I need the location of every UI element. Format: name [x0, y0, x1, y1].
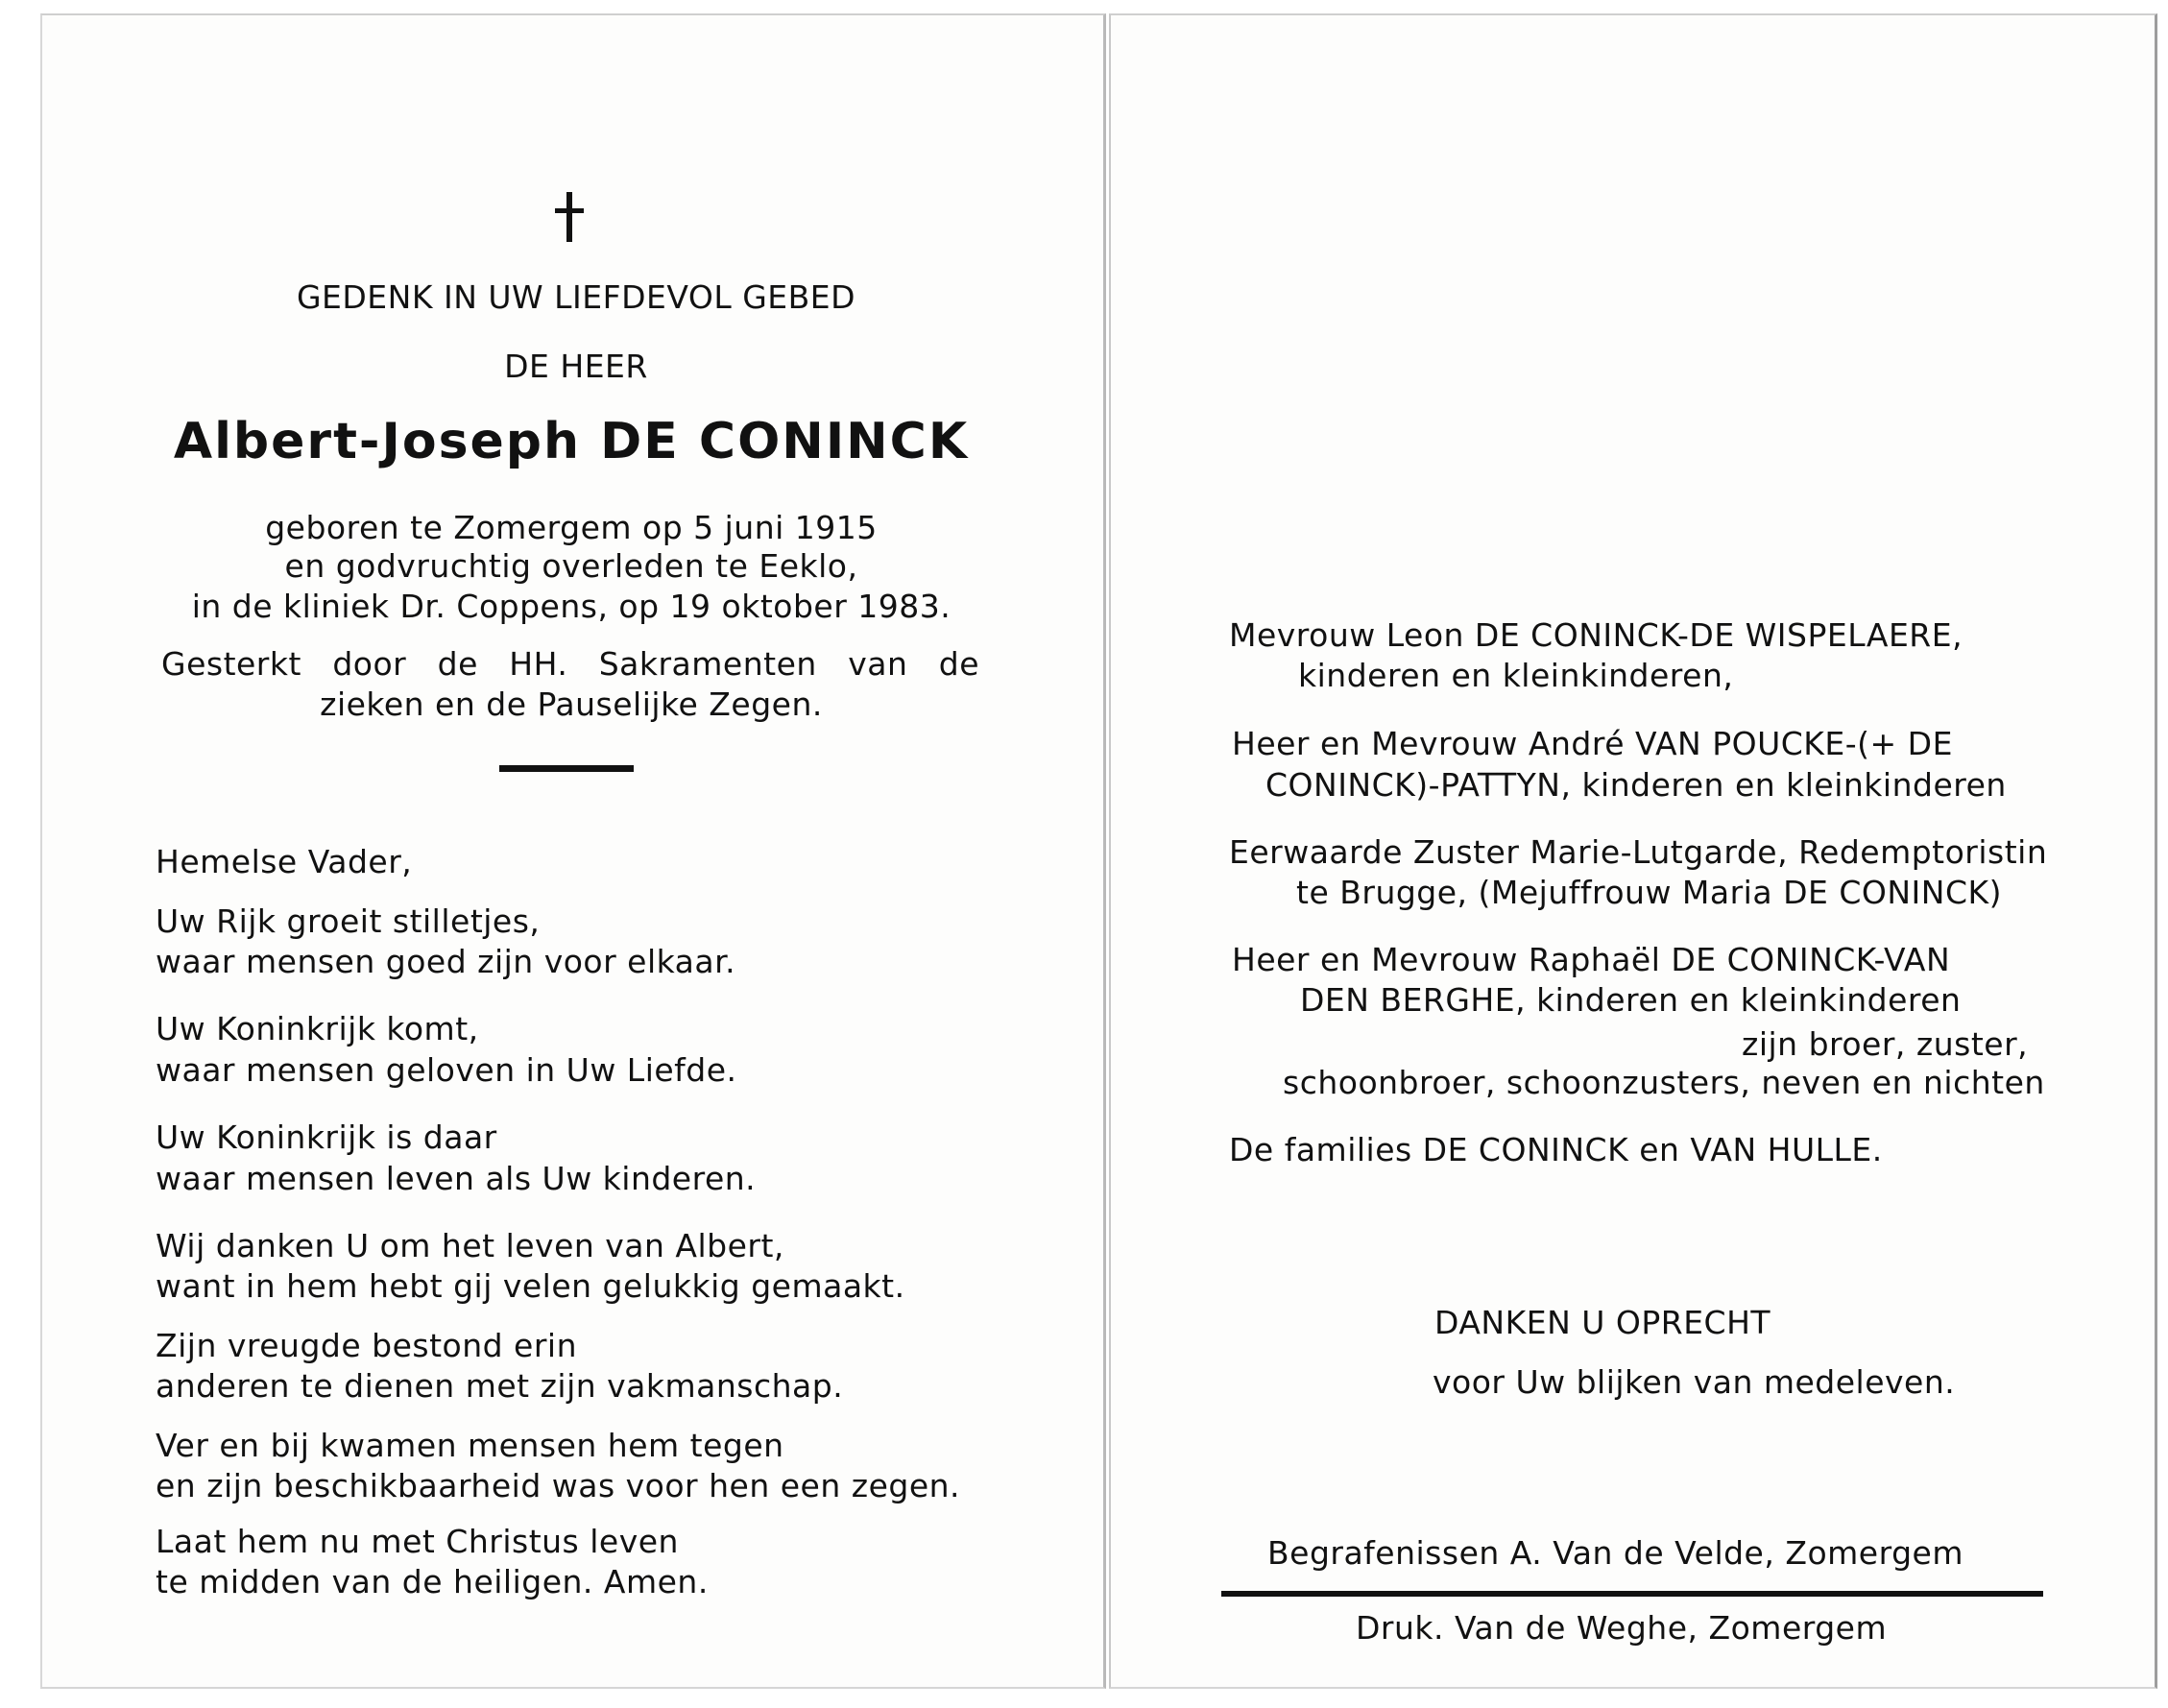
thanks-title: DANKEN U OPRECHT	[1434, 1304, 1771, 1341]
undertaker-line: Begrafenissen A. Van de Velde, Zomergem	[1267, 1534, 1963, 1572]
prayer-line: waar mensen goed zijn voor elkaar.	[156, 943, 736, 980]
family-line: Heer en Mevrouw Raphaël DE CONINCK-VAN	[1232, 941, 1951, 978]
family-line: schoonbroer, schoonzusters, neven en nichten	[1283, 1064, 2045, 1101]
family-line: te Brugge, (Mejuffrouw Maria DE CONINCK)	[1296, 874, 2002, 911]
prayer-line: en zijn beschikbaarheid was voor hen een zegen.	[156, 1467, 961, 1504]
family-line: Mevrouw Leon DE CONINCK-DE WISPELAERE,	[1229, 616, 1963, 654]
prayer-line: Uw Rijk groeit stilletjes,	[156, 902, 541, 940]
thanks-subtitle: voor Uw blijken van medeleven.	[1433, 1363, 1956, 1401]
prayer-line: want in hem hebt gij velen gelukkig gemaakt.	[156, 1267, 905, 1305]
prayer-line: Zijn vreugde bestond erin	[156, 1327, 578, 1364]
divider	[499, 765, 634, 772]
prayer-line: waar mensen geloven in Uw Liefde.	[156, 1051, 737, 1089]
prayer-line: Ver en bij kwamen mensen hem tegen	[156, 1427, 784, 1464]
cross-icon	[555, 192, 584, 242]
prayer-line: Uw Koninkrijk komt,	[156, 1010, 479, 1047]
family-line: DEN BERGHE, kinderen en kleinkinderen	[1300, 981, 1962, 1019]
divider	[1221, 1591, 2043, 1597]
prayer-line: waar mensen leven als Uw kinderen.	[156, 1160, 757, 1197]
prayer-line: anderen te dienen met zijn vakmanschap.	[156, 1367, 844, 1405]
sacraments-line-2: zieken en de Pauselijke Zegen.	[320, 686, 823, 723]
prayer-line: Laat hem nu met Christus leven	[156, 1523, 679, 1560]
family-line: Heer en Mevrouw André VAN POUCKE-(+ DE	[1232, 725, 1953, 762]
title-line: DE HEER	[504, 348, 648, 385]
family-line: Eerwaarde Zuster Marie-Lutgarde, Redemptoristin	[1229, 833, 2048, 871]
family-line: zijn broer, zuster,	[1742, 1025, 2029, 1063]
prayer-line: Wij danken U om het leven van Albert,	[156, 1227, 784, 1264]
family-line: De families DE CONINCK en VAN HULLE.	[1229, 1131, 1883, 1168]
death-line: en godvruchtig overleden te Eeklo,	[284, 547, 858, 585]
family-line: CONINCK)-PATTYN, kinderen en kleinkinderen	[1265, 766, 2007, 804]
clinic-line: in de kliniek Dr. Coppens, op 19 oktober 1983.	[191, 588, 952, 625]
birth-line: geboren te Zomergem op 5 juni 1915	[265, 509, 878, 546]
prayer-line: Uw Koninkrijk is daar	[156, 1119, 497, 1156]
printer-line: Druk. Van de Weghe, Zomergem	[1356, 1609, 1888, 1647]
heading: GEDENK IN UW LIEFDEVOL GEBED	[296, 278, 856, 316]
family-line: kinderen en kleinkinderen,	[1298, 657, 1734, 694]
deceased-name: Albert-Joseph DE CONINCK	[173, 413, 970, 470]
sacraments-line-1: Gesterkt door de HH. Sakramenten van de	[161, 645, 979, 683]
prayer-line: Hemelse Vader,	[156, 843, 413, 880]
prayer-line: te midden van de heiligen. Amen.	[156, 1563, 709, 1600]
